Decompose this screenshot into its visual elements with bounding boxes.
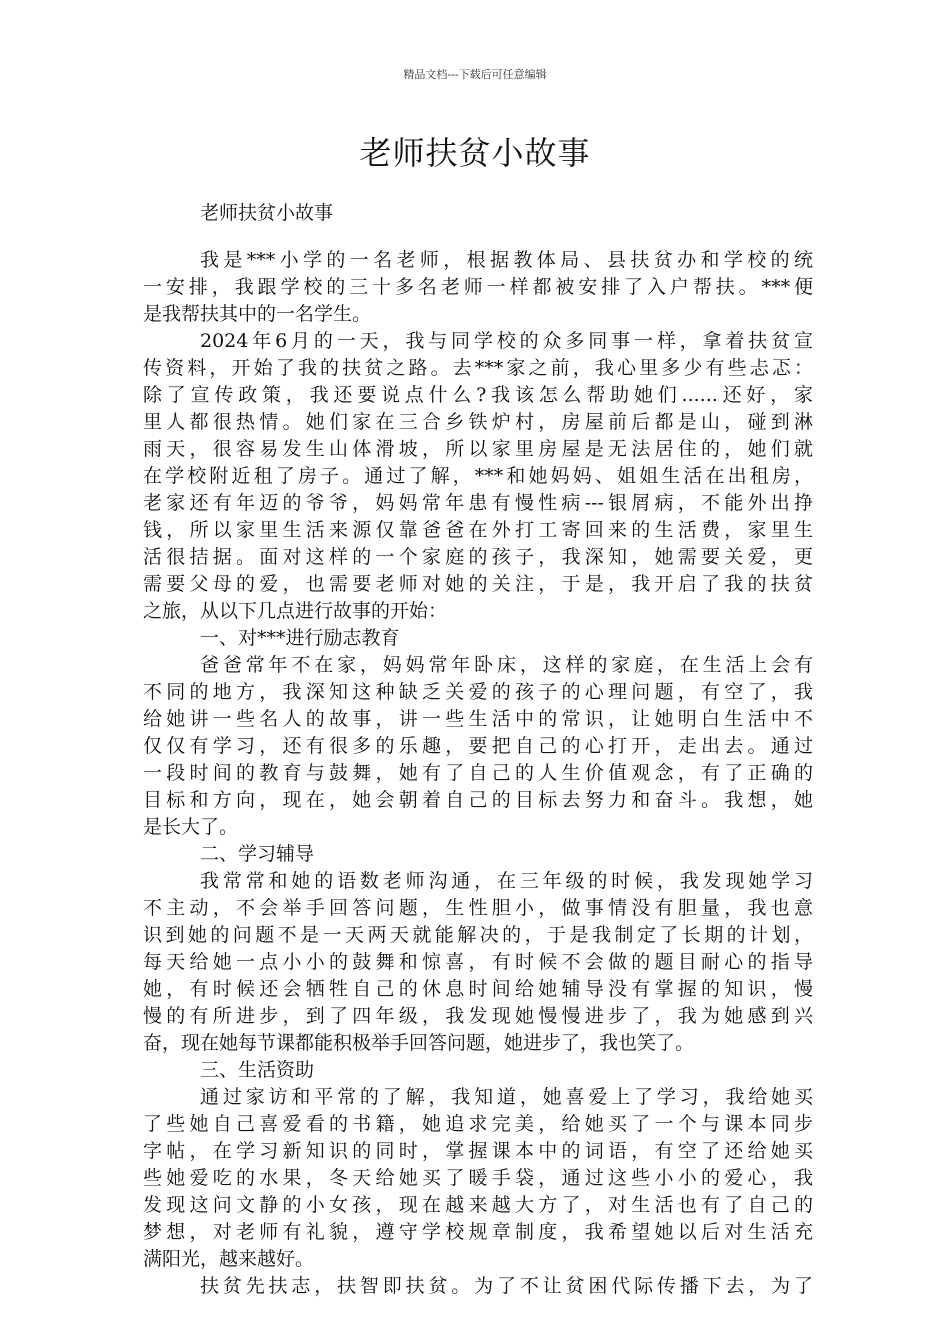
text-line: 满阳光，越来越好。 xyxy=(143,1248,315,1270)
text-line: 扶贫先扶志，扶智即扶贫。为了不让贫困代际传播下去，为了 xyxy=(200,1275,813,1297)
text-line: 二、学习辅导 xyxy=(200,843,315,865)
text-line: 慢的有所进步，到了四年级，我发现她慢慢进步了，我为她感到兴 xyxy=(143,1005,813,1027)
text-line: 老家还有年迈的爷爷，妈妈常年患有慢性病---银屑病，不能外出挣 xyxy=(143,492,813,514)
text-line: 了些她自己喜爱看的书籍，她追求完美，给她买了一个与课本同步 xyxy=(143,1113,813,1135)
text-line: 不同的地方，我深知这种缺乏关爱的孩子的心理问题，有空了，我 xyxy=(143,681,813,703)
text-line: 给她讲一些名人的故事，讲一些生活中的常识，让她明白生活中不 xyxy=(143,708,813,730)
text-line: 雨天，很容易发生山体滑坡，所以家里房屋是无法居住的，她们就 xyxy=(143,438,813,460)
text-line: 传资料，开始了我的扶贫之路。去***家之前，我心里多少有些忐忑： xyxy=(143,357,813,379)
text-line: 一段时间的教育与鼓舞，她有了自己的人生价值观念，有了正确的 xyxy=(143,762,813,784)
text-line: 2024年6月的一天，我与同学校的众多同事一样，拿着扶贫宣 xyxy=(200,330,813,352)
document-body xyxy=(143,247,813,1300)
text-line: 是长大了。 xyxy=(143,816,239,838)
page-title: 老师扶贫小故事 xyxy=(359,134,591,172)
text-line: 些她爱吃的水果，冬天给她买了暖手袋，通过这些小小的爱心，我 xyxy=(143,1167,813,1189)
text-line: 她，有时候还会牺牲自己的休息时间给她辅导没有掌握的知识，慢 xyxy=(143,978,813,1000)
text-line: 每天给她一点小小的鼓舞和惊喜，有时候不会做的题目耐心的指导 xyxy=(143,951,813,973)
text-line: 钱，所以家里生活来源仅靠爸爸在外打工寄回来的生活费，家里生 xyxy=(143,519,813,541)
text-line: 之旅，从以下几点进行故事的开始： xyxy=(143,600,448,622)
text-line: 爸爸常年不在家，妈妈常年卧床，这样的家庭，在生活上会有 xyxy=(200,654,813,676)
text-line: 我是***小学的一名老师，根据教体局、县扶贫办和学校的统 xyxy=(200,249,813,271)
text-line: 不主动，不会举手回答问题，生性胆小，做事情没有胆量，我也意 xyxy=(143,897,813,919)
document-header: 精品文档---下载后可任意编辑 xyxy=(403,68,547,81)
text-line: 三、生活资助 xyxy=(200,1059,315,1081)
text-line: 需要父母的爱，也需要老师对她的关注，于是，我开启了我的扶贫 xyxy=(143,573,813,595)
document-subtitle: 老师扶贫小故事 xyxy=(200,202,334,224)
text-line: 发现这问文静的小女孩，现在越来越大方了，对生活也有了自己的 xyxy=(143,1194,813,1216)
text-line: 在学校附近租了房子。通过了解，***和她妈妈、姐姐生活在出租房， xyxy=(143,465,813,487)
text-line: 我常常和她的语数老师沟通，在三年级的时候，我发现她学习 xyxy=(200,870,813,892)
text-line: 奋，现在她每节课都能积极举手回答问题，她进步了，我也笑了。 xyxy=(143,1032,695,1054)
text-line: 除了宣传政策，我还要说点什么?我该怎么帮助她们......还好，家 xyxy=(143,384,813,406)
text-line: 识到她的问题不是一天两天就能解决的，于是我制定了长期的计划， xyxy=(143,924,813,946)
text-line: 通过家访和平常的了解，我知道，她喜爱上了学习，我给她买 xyxy=(200,1086,813,1108)
text-line: 一、对***进行励志教育 xyxy=(200,627,400,649)
text-line: 是我帮扶其中的一名学生。 xyxy=(143,303,372,325)
text-line: 里人都很热情。她们家在三合乡铁炉村，房屋前后都是山，碰到淋 xyxy=(143,411,813,433)
text-line: 梦想，对老师有礼貌，遵守学校规章制度，我希望她以后对生活充 xyxy=(143,1221,813,1243)
text-line: 仅仅有学习，还有很多的乐趣，要把自己的心打开，走出去。通过 xyxy=(143,735,813,757)
text-line: 目标和方向，现在，她会朝着自己的目标去努力和奋斗。我想，她 xyxy=(143,789,813,811)
text-line: 字帖，在学习新知识的同时，掌握课本中的词语，有空了还给她买 xyxy=(143,1140,813,1162)
text-line: 活很拮据。面对这样的一个家庭的孩子，我深知，她需要关爱，更 xyxy=(143,546,813,568)
text-line: 一安排，我跟学校的三十多名老师一样都被安排了入户帮扶。***便 xyxy=(143,276,813,298)
